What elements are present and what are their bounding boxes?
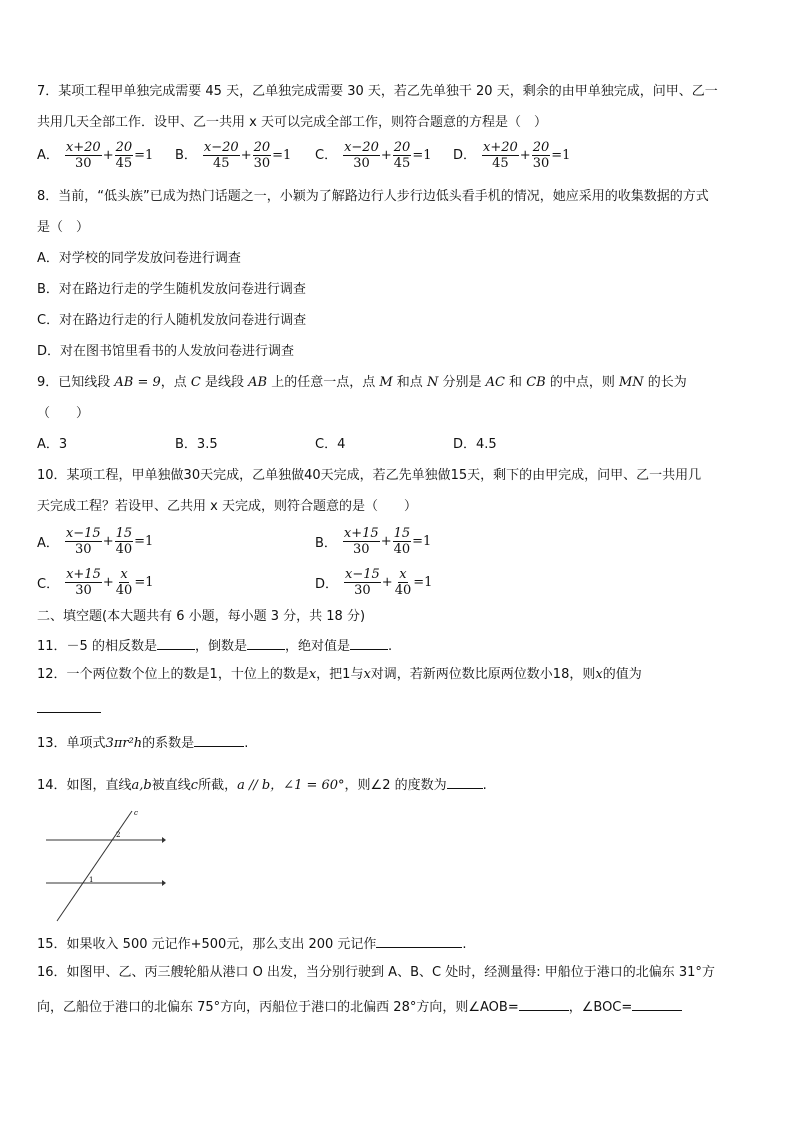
equation-rhs: =1 — [413, 575, 433, 590]
equation-rhs: =1 — [134, 534, 154, 549]
q12-var: x — [363, 667, 371, 682]
operator: + — [380, 147, 392, 163]
q15-text: . — [462, 937, 467, 952]
q8-line2: 是（ ） — [37, 220, 90, 235]
q9-text: 的长为 — [643, 375, 687, 390]
q14-var: c — [190, 778, 199, 793]
denominator: 30 — [75, 583, 92, 598]
q10-option-d — [315, 567, 433, 598]
fraction — [344, 567, 381, 598]
answer-blank[interactable] — [376, 934, 462, 948]
fraction — [115, 140, 134, 171]
q14-text: ，则∠2 的度数为 — [344, 778, 447, 793]
denominator: 45 — [115, 156, 133, 171]
numerator: x — [120, 567, 128, 582]
q12-text: 对调，若新两位数比原两位数小18，则 — [370, 667, 596, 682]
option-label: C． — [315, 147, 338, 163]
q8-option-a: A．对学校的同学发放问卷进行调查 — [37, 251, 241, 266]
denominator: 30 — [353, 542, 370, 557]
q13-text: 的系数是 — [142, 736, 195, 751]
q9-math: CB — [526, 375, 546, 390]
operator: + — [102, 147, 114, 163]
answer-blank[interactable] — [247, 636, 285, 650]
q13 — [37, 733, 248, 753]
equation-rhs: =1 — [272, 147, 292, 163]
q9-text: 9．已知线段 — [37, 375, 115, 390]
option-label: B． — [315, 536, 337, 551]
q12-text: ，把1与 — [316, 667, 364, 682]
q7-options — [37, 140, 757, 176]
q7-option-c — [315, 140, 432, 171]
denominator: 30 — [532, 156, 550, 171]
operator: + — [381, 575, 393, 590]
q9-line2: （ ） — [37, 406, 90, 421]
denominator: 30 — [75, 156, 92, 171]
answer-blank[interactable] — [37, 697, 101, 713]
q10-option-c — [37, 567, 154, 598]
q14-text: . — [482, 778, 487, 793]
operator: + — [240, 147, 252, 163]
q11-text: . — [387, 639, 393, 654]
answer-blank[interactable] — [157, 636, 195, 650]
numerator: x+15 — [66, 567, 101, 582]
q12-text: 的值为 — [602, 667, 642, 682]
fraction — [394, 567, 413, 598]
label-angle-2: 2 — [116, 831, 121, 839]
denominator: 40 — [393, 542, 411, 557]
numerator: x−15 — [345, 567, 380, 582]
q14-figure — [40, 805, 172, 925]
answer-blank[interactable] — [519, 997, 569, 1011]
q9-line1 — [37, 374, 687, 392]
numerator: x−20 — [344, 140, 379, 155]
q11-text: ，倒数是 — [194, 639, 247, 654]
fraction — [253, 140, 272, 171]
numerator: 20 — [115, 140, 133, 155]
q15 — [37, 934, 467, 954]
fraction — [343, 526, 380, 557]
denominator: 30 — [253, 156, 271, 171]
arrow-head — [162, 837, 166, 843]
q14 — [37, 775, 487, 795]
equation-rhs: =1 — [412, 147, 432, 163]
fraction — [115, 567, 134, 598]
q9-text: 的中点，则 — [545, 375, 619, 390]
q14-condition: a // b，∠1 = 60° — [237, 778, 345, 793]
numerator: 20 — [253, 140, 271, 155]
answer-blank[interactable] — [632, 997, 682, 1011]
operator: + — [102, 575, 114, 590]
numerator: 20 — [532, 140, 550, 155]
q16-line1: 16．如图甲、乙、丙三艘轮船从港口 O 出发，当分别行驶到 A、B、C 处时，经测量得: 甲船位于港口的北偏东 31°方 — [37, 965, 715, 980]
fraction — [482, 140, 519, 171]
q16-line2 — [37, 997, 682, 1017]
operator: + — [519, 147, 531, 163]
q7-option-a — [37, 140, 154, 171]
q9-math: MN — [618, 375, 644, 390]
denominator: 40 — [115, 542, 133, 557]
q8-option-b: B．对在路边行走的学生随机发放问卷进行调查 — [37, 282, 306, 297]
denominator: 40 — [115, 583, 133, 598]
fraction — [532, 140, 551, 171]
q9-text: 分别是 — [438, 375, 486, 390]
label-angle-1: 1 — [89, 876, 94, 884]
option-label: A． — [37, 536, 59, 551]
numerator: 15 — [393, 526, 411, 541]
operator: + — [380, 534, 392, 549]
line-c — [57, 811, 132, 921]
denominator: 45 — [492, 156, 509, 171]
q9-option-a: A．3 — [37, 437, 68, 452]
numerator: x−20 — [203, 140, 239, 155]
label-c: c — [134, 809, 138, 817]
q14-text: 14．如图，直线 — [37, 778, 132, 793]
fraction — [65, 526, 102, 557]
q12-text: 12．一个两位数个位上的数是1，十位上的数是 — [37, 667, 309, 682]
q13-expr: 3πr²h — [105, 736, 143, 751]
q16-text: ，∠BOC= — [568, 1000, 633, 1015]
section-heading: 二、填空题(本大题共有 6 小题，每小题 3 分，共 18 分) — [37, 609, 366, 624]
q11-text: 11．－5 的相反数是 — [37, 639, 157, 654]
q9-text: ，点 — [160, 375, 191, 390]
q9-math: AB — [248, 375, 268, 390]
denominator: 30 — [354, 583, 371, 598]
option-label: D． — [315, 577, 339, 592]
q8-option-d: D．对在图书馆里看书的人发放问卷进行调查 — [37, 344, 295, 359]
option-label: C． — [37, 577, 60, 592]
q7-line2: 共用几天全部工作．设甲、乙一共用 x 天可以完成全部工作，则符合题意的方程是（ ） — [37, 115, 547, 130]
fraction — [393, 526, 412, 557]
numerator: x+15 — [343, 526, 379, 541]
q7-line1: 7．某项工程甲单独完成需要 45 天，乙单独完成需要 30 天，若乙先单独干 20 天，剩余的由甲单独完成，问甲、乙一 — [37, 84, 718, 99]
q13-text: 13．单项式 — [37, 736, 106, 751]
q14-var: a,b — [131, 778, 152, 793]
option-label: A． — [37, 147, 59, 163]
numerator: x+20 — [483, 140, 518, 155]
numerator: x−15 — [65, 526, 101, 541]
q9-text: 和点 — [392, 375, 427, 390]
q9-math: C — [190, 375, 201, 390]
fraction — [115, 526, 134, 557]
numerator: 20 — [393, 140, 411, 155]
q8-option-c: C．对在路边行走的行人随机发放问卷进行调查 — [37, 313, 307, 328]
numerator: x — [399, 567, 407, 582]
denominator: 45 — [213, 156, 230, 171]
equation-rhs: =1 — [134, 147, 154, 163]
q15-text: 15．如果收入 500 元记作+500元，那么支出 200 元记作 — [37, 937, 377, 952]
q12 — [37, 666, 642, 684]
fraction — [343, 140, 380, 171]
q9-math: AB = 9 — [114, 375, 161, 390]
q10-line2: 天完成工程？若设甲、乙共用 x 天完成，则符合题意的是（ ） — [37, 499, 417, 514]
option-label: D． — [453, 147, 477, 163]
q8-line1: 8．当前，“低头族”已成为热门话题之一，小颖为了解路边行人步行边低头看手机的情况，她应采用的收集数据的方式 — [37, 189, 709, 204]
q10-line1: 10．某项工程，甲单独做30天完成，乙单独做40天完成，若乙先单独做15天，剩下的由甲完成，问甲、乙一共用几 — [37, 468, 702, 483]
denominator: 30 — [75, 542, 92, 557]
equation-rhs: =1 — [134, 575, 154, 590]
fraction — [393, 140, 412, 171]
q9-math: N — [426, 375, 439, 390]
denominator: 30 — [353, 156, 370, 171]
q10-option-b — [315, 526, 432, 557]
arrow-head — [162, 880, 166, 886]
q11-text: ，绝对值是 — [284, 639, 350, 654]
equation-rhs: =1 — [551, 147, 571, 163]
answer-blank[interactable] — [350, 636, 388, 650]
q16-text: 向，乙船位于港口的北偏东 75°方向，丙船位于港口的北偏西 28°方向，则∠AOB= — [37, 1000, 519, 1015]
q13-text: . — [244, 736, 249, 751]
q9-text: 是线段 — [200, 375, 249, 390]
equation-rhs: =1 — [412, 534, 432, 549]
denominator: 45 — [393, 156, 411, 171]
q9-option-c: C．4 — [315, 437, 346, 452]
q9-math: AC — [485, 375, 505, 390]
q7-option-d — [453, 140, 571, 171]
q9-text: 上的任意一点，点 — [267, 375, 380, 390]
answer-blank[interactable] — [447, 775, 483, 789]
denominator: 40 — [394, 583, 412, 598]
option-label: B． — [175, 147, 197, 163]
q14-text: 被直线 — [151, 778, 191, 793]
fraction — [65, 567, 102, 598]
operator: + — [102, 534, 114, 549]
q9-option-b: B．3.5 — [175, 437, 218, 452]
q9-option-d: D．4.5 — [453, 437, 497, 452]
q10-option-a — [37, 526, 154, 557]
q7-option-b — [175, 140, 292, 171]
q9-math: M — [379, 375, 393, 390]
q14-text: 所截， — [198, 778, 238, 793]
q12-var: x — [595, 667, 603, 682]
q11 — [37, 636, 392, 656]
q12-var: x — [308, 667, 317, 682]
q9-text: 和 — [504, 375, 527, 390]
answer-blank[interactable] — [194, 733, 244, 747]
fraction — [65, 140, 102, 171]
fraction — [203, 140, 240, 171]
numerator: x+20 — [65, 140, 101, 155]
numerator: 15 — [115, 526, 133, 541]
